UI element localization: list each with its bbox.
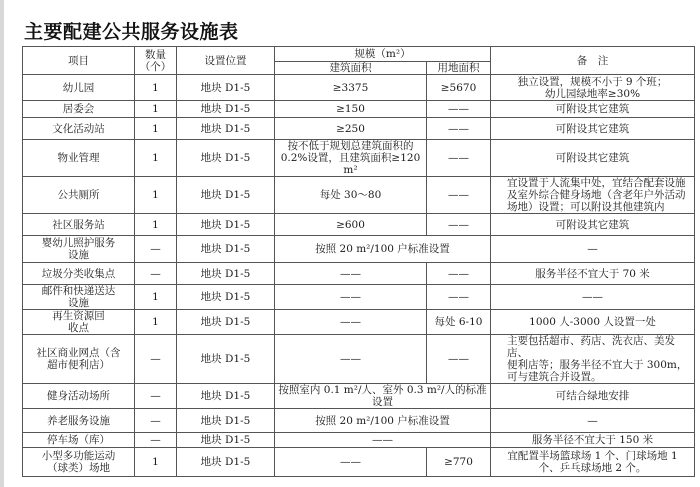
table-row [23,285,695,310]
cell-location: 地块 D1-5 [177,177,275,214]
cell-quantity: 1 [135,310,177,335]
header-building-area: 建筑面积 [275,62,427,75]
cell-remarks: — [491,409,695,433]
cell-quantity: — [135,335,177,384]
cell-location: 地块 D1-5 [177,285,275,310]
table-row [23,335,695,384]
header-location: 设置位置 [177,47,275,75]
cell-land-area: —— [427,140,491,177]
cell-item: 养老服务设施 [23,409,135,433]
cell-building-area: —— [275,335,427,384]
facilities-table [22,46,695,477]
cell-remarks: — [491,236,695,263]
cell-remarks: 可附设其它建筑 [491,140,695,177]
header-land-area: 用地面积 [427,62,491,75]
cell-remarks: 1000 人-3000 人设置一处 [491,310,695,335]
cell-remarks: 可附设其它建筑 [491,214,695,236]
cell-item: 居委会 [23,101,135,118]
table-row [23,263,695,285]
cell-quantity: — [135,433,177,448]
cell-location: 地块 D1-5 [177,214,275,236]
cell-item: 健身活动场所 [23,384,135,409]
cell-remarks: 宜配置半场篮球场 1 个、门球场地 1 个、乒乓球场地 2 个。 [491,448,695,477]
header-scale: 规模（m²） [275,47,491,62]
cell-quantity: — [135,384,177,409]
cell-building-area: —— [275,310,427,335]
page-edge [0,0,4,487]
cell-location: 地块 D1-5 [177,409,275,433]
table-row [23,101,695,118]
cell-quantity: — [135,263,177,285]
cell-quantity: 1 [135,75,177,101]
cell-land-area: —— [427,335,491,384]
cell-quantity: 1 [135,177,177,214]
cell-quantity: 1 [135,214,177,236]
cell-item: 文化活动站 [23,118,135,140]
header-item: 项目 [23,47,135,75]
table-row [23,214,695,236]
cell-remarks: 宜设置于人流集中处，宜结合配套设施 及室外综合健身场地（含老年户外活动 场地）设置；可以附设其他建筑内 [491,177,695,214]
cell-land-area: —— [427,177,491,214]
cell-item: 社区服务站 [23,214,135,236]
cell-location: 地块 D1-5 [177,310,275,335]
cell-item: 公共厕所 [23,177,135,214]
cell-land-area: —— [427,118,491,140]
cell-building-area: —— [275,263,427,285]
cell-location: 地块 D1-5 [177,101,275,118]
table-row [23,140,695,177]
cell-land-area: —— [427,263,491,285]
cell-building-area: ≥3375 [275,75,427,101]
cell-land-area: ≥5670 [427,75,491,101]
cell-quantity: 1 [135,140,177,177]
table-row [23,236,695,263]
cell-remarks: 主要包括超市、药店、洗衣店、美发店、 便利店等；服务半径不宜大于 300m， 可与建筑合并设置。 [491,335,695,384]
cell-location: 地块 D1-5 [177,384,275,409]
cell-item: 社区商业网点（含 超市便利店） [23,335,135,384]
header-remarks: 备 注 [491,47,695,75]
cell-land-area: 每处 6-10 [427,310,491,335]
cell-location: 地块 D1-5 [177,448,275,477]
table-row [23,118,695,140]
cell-land-area: —— [427,214,491,236]
table-row [23,310,695,335]
page-title: 主要配建公共服务设施表 [24,21,239,43]
cell-remarks: 可附设其它建筑 [491,118,695,140]
cell-remarks: —— [491,285,695,310]
cell-remarks: 服务半径不宜大于 150 米 [491,433,695,448]
cell-scale-merged: 按照室内 0.1 m²/人、室外 0.3 m²/人的标准设置 [275,384,491,409]
cell-location: 地块 D1-5 [177,118,275,140]
cell-item: 停车场（库） [23,433,135,448]
table-row [23,433,695,448]
table-row [23,448,695,477]
cell-building-area: —— [275,448,427,477]
cell-quantity: 1 [135,448,177,477]
cell-item: 再生资源回 收点 [23,310,135,335]
table-row [23,75,695,101]
cell-item: 小型多功能运动 （球类）场地 [23,448,135,477]
cell-scale-merged: —— [275,433,491,448]
cell-item: 物业管理 [23,140,135,177]
cell-land-area: —— [427,285,491,310]
cell-scale-merged: 按照 20 m²/100 户标准设置 [275,236,491,263]
cell-quantity: 1 [135,101,177,118]
cell-remarks: 服务半径不宜大于 70 米 [491,263,695,285]
table-row [23,384,695,409]
cell-item: 幼儿园 [23,75,135,101]
header-quantity [135,47,177,75]
cell-building-area: ≥150 [275,101,427,118]
cell-building-area: ≥600 [275,214,427,236]
cell-quantity: — [135,409,177,433]
header-quantity-text: 数量 （个） [139,48,172,73]
table-row [23,177,695,214]
cell-location: 地块 D1-5 [177,75,275,101]
table-body [23,75,695,477]
cell-land-area: —— [427,101,491,118]
cell-building-area: —— [275,285,427,310]
cell-location: 地块 D1-5 [177,140,275,177]
cell-building-area: 按不低于规划总建筑面积的 0.2%设置，且建筑面积≥120 m² [275,140,427,177]
table-row [23,409,695,433]
cell-building-area: 每处 30～80 [275,177,427,214]
cell-location: 地块 D1-5 [177,236,275,263]
cell-scale-merged: 按照 20 m²/100 户标准设置 [275,409,491,433]
cell-quantity: 1 [135,118,177,140]
cell-quantity: 1 [135,285,177,310]
cell-location: 地块 D1-5 [177,335,275,384]
cell-building-area: ≥250 [275,118,427,140]
cell-location: 地块 D1-5 [177,263,275,285]
cell-quantity: — [135,236,177,263]
cell-remarks: 独立设置，规模不小于 9 个班； 幼儿园绿地率≥30% [491,75,695,101]
cell-remarks: 可附设其它建筑 [491,101,695,118]
cell-item: 垃圾分类收集点 [23,263,135,285]
cell-item: 邮件和快递送达 设施 [23,285,135,310]
cell-item: 婴幼儿照护服务 设施 [23,236,135,263]
cell-land-area: ≥770 [427,448,491,477]
header-row-1 [23,47,695,62]
cell-location: 地块 D1-5 [177,433,275,448]
cell-remarks: 可结合绿地安排 [491,384,695,409]
